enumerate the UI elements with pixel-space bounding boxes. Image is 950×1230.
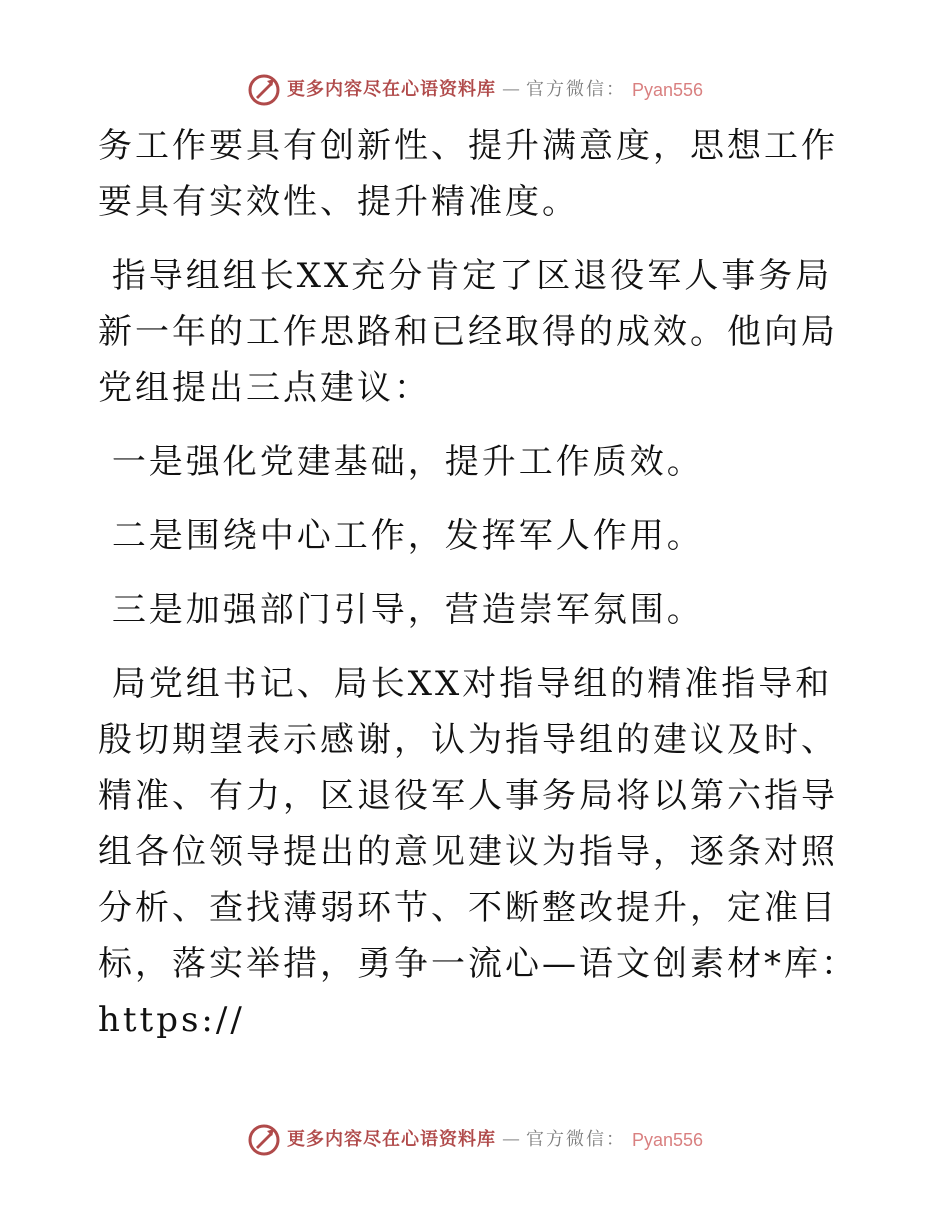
paragraph-1: 务工作要具有创新性、提升满意度，思想工作要具有实效性、提升精准度。 <box>98 126 838 222</box>
footer-banner <box>0 1120 950 1160</box>
paragraph-5: 三是加强部门引导，营造崇军氛围。 <box>98 590 704 630</box>
paragraph-2: 指导组组长XX充分肯定了区退役军人事务局新一年的工作思路和已经取得的成效。他向局党组提出三点建议： <box>98 256 838 408</box>
paragraph-3: 一是强化党建基础，提升工作质效。 <box>98 442 704 482</box>
banner-wechat-id: Pyan556 <box>631 1130 704 1150</box>
banner-text: 更多内容尽在心语资料库 <box>286 1129 496 1150</box>
paragraph-6: 局党组书记、局长XX对指导组的精准指导和殷切期望表示感谢，认为指导组的建议及时、精准、有力，区退役军人事务局将以第六指导组各位领导提出的意见建议为指导，逐条对照分析、查找薄弱环节、不断整改提升，定准目标，落实举措，勇争一流心—语文创素材*库：https:// <box>98 664 858 1040</box>
banner-separator: — <box>501 79 520 100</box>
quill-logo-icon <box>247 73 281 107</box>
banner-wechat-id: Pyan556 <box>631 80 704 100</box>
banner-official-label: 官方微信： <box>525 79 626 100</box>
paragraph-4: 二是围绕中心工作，发挥军人作用。 <box>98 516 704 556</box>
header-banner <box>0 70 950 110</box>
quill-logo-icon <box>247 1123 281 1157</box>
banner-separator: — <box>501 1129 520 1150</box>
document-body <box>98 118 858 1048</box>
banner-official-label: 官方微信： <box>525 1129 626 1150</box>
banner-text: 更多内容尽在心语资料库 <box>286 79 496 100</box>
